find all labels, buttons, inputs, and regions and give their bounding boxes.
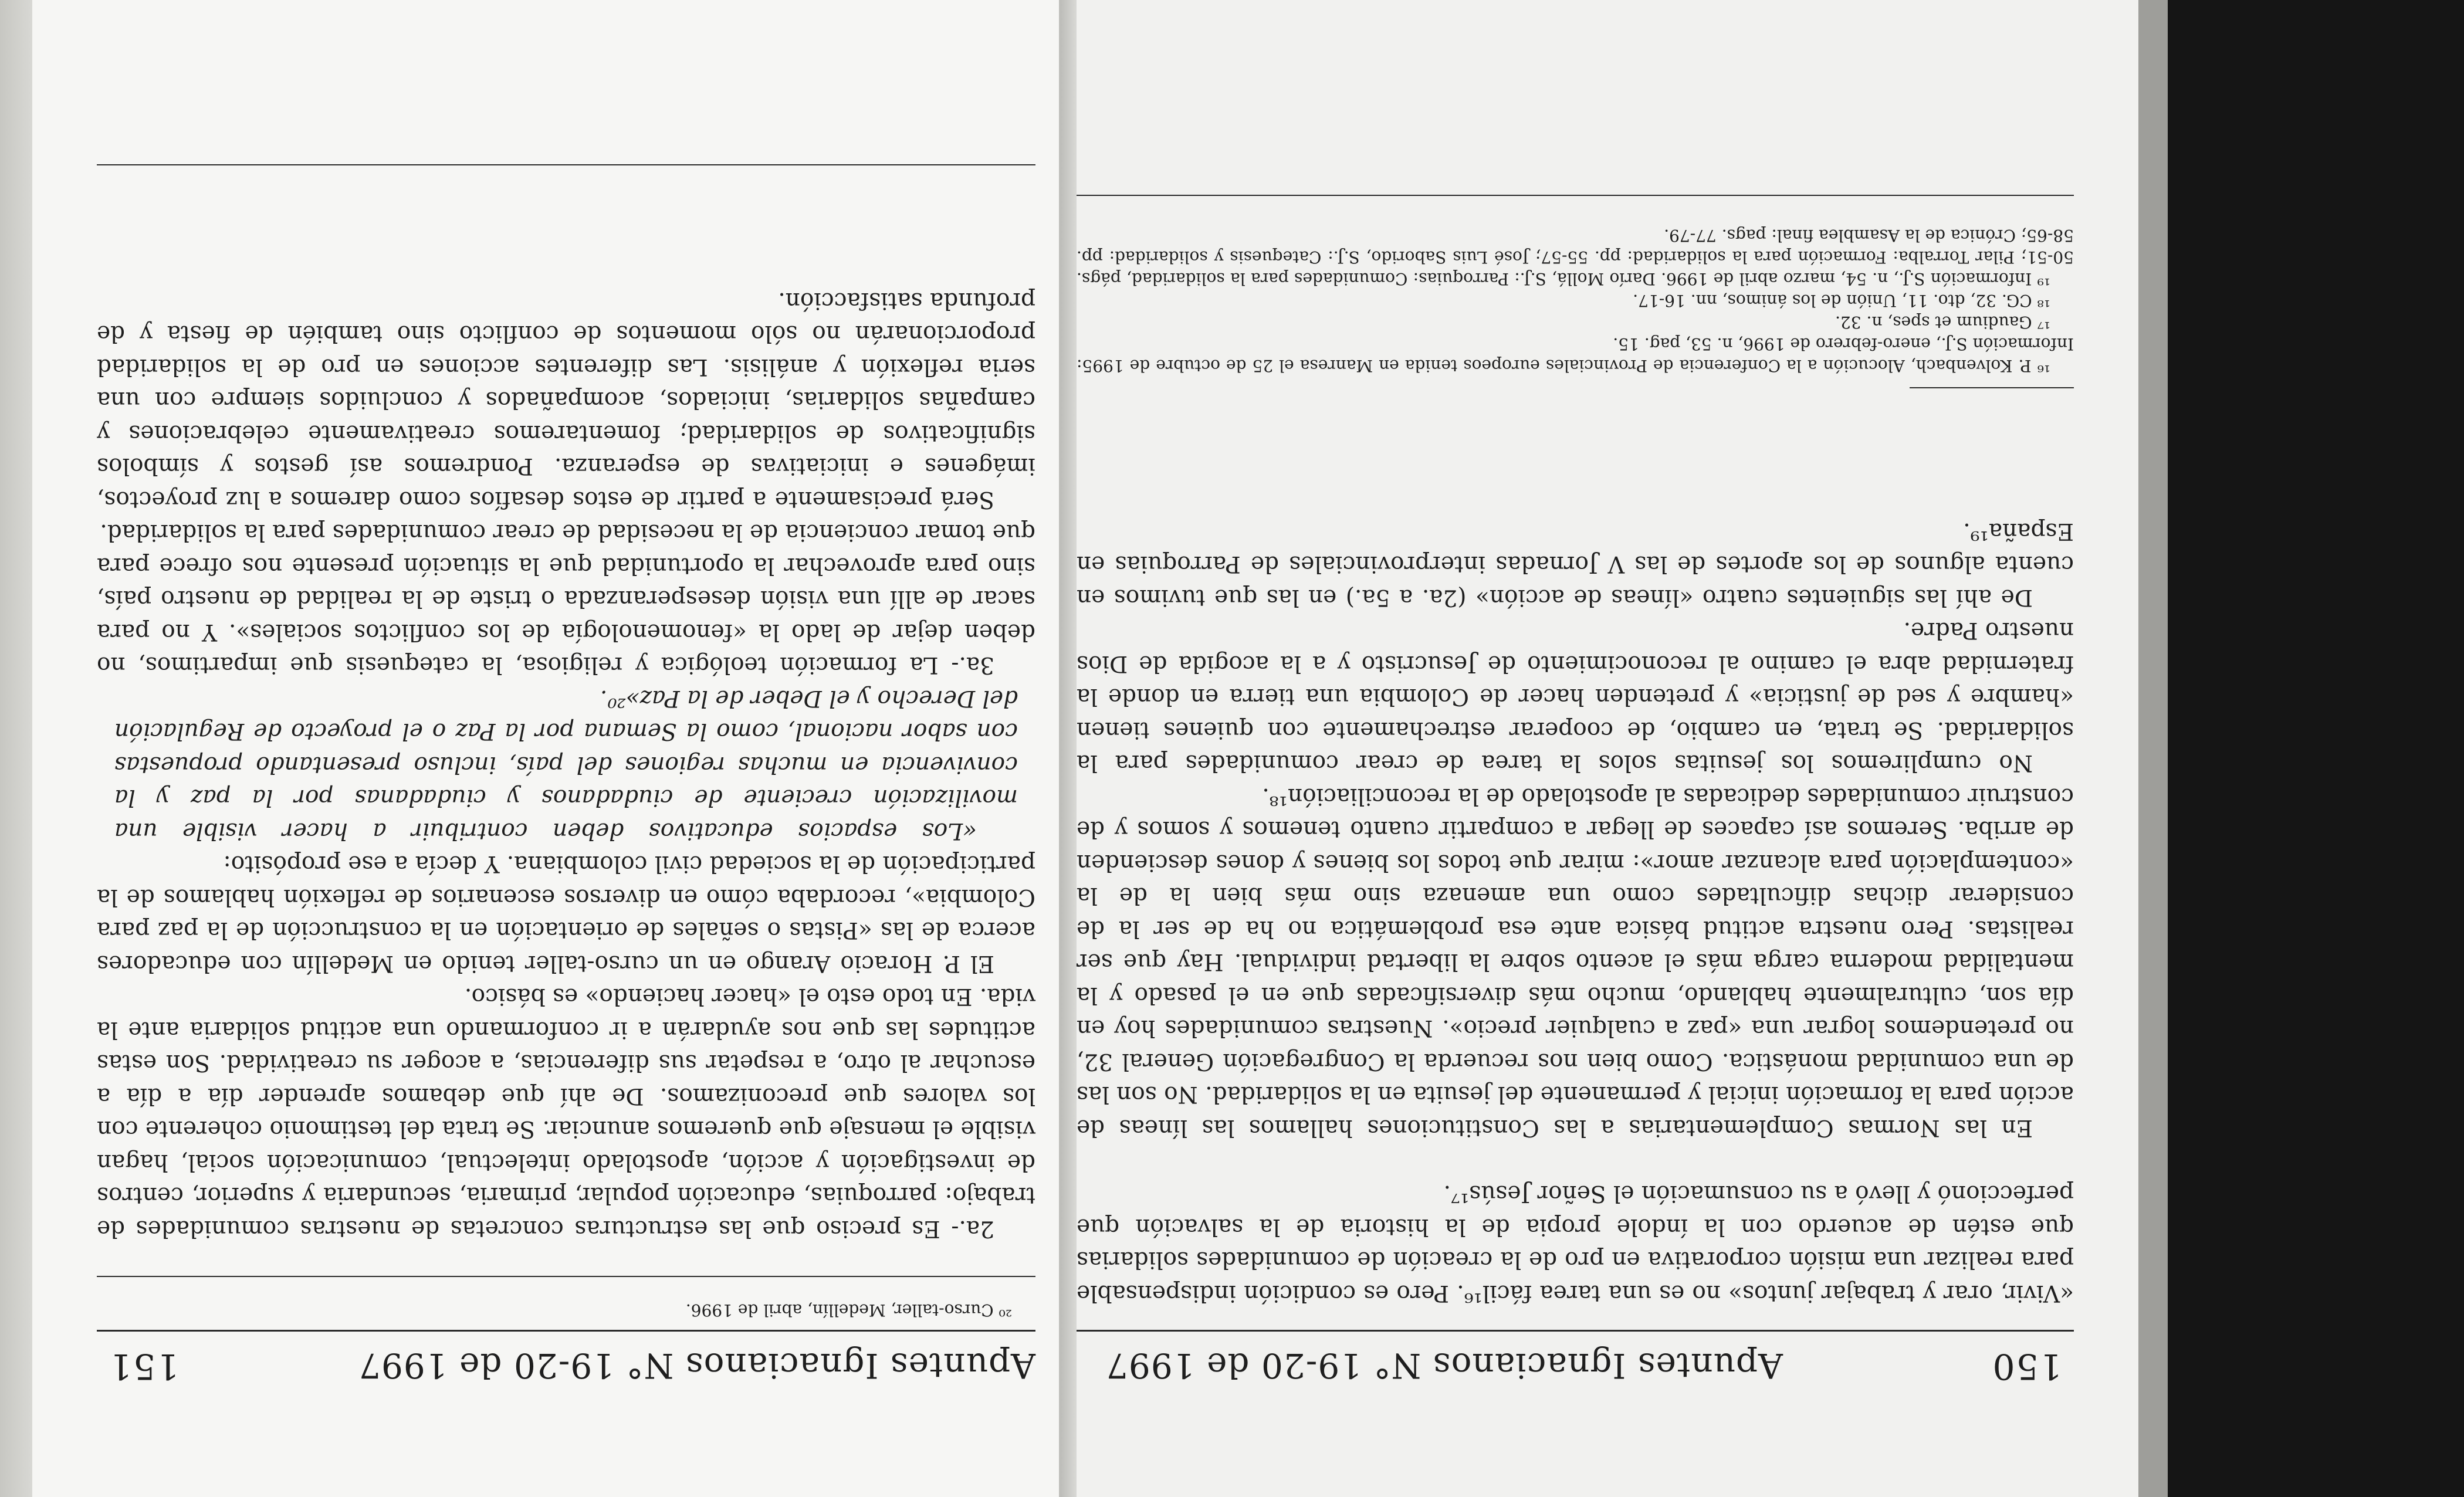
- footnote-rule: [1910, 387, 2074, 388]
- footnotes: [97, 1299, 1035, 1321]
- page-edge-right: [0, 0, 32, 1497]
- paragraph: 2a.- Es preciso que las estructuras concretas de nuestras comunidades de trabajo: parroquias, educación popular, primaria, secundaria y superior, centros de investigación y acción, apostolado intelectual, comunicación social, hagan visible el mensaje que queremos anunciar. Se trata del testimonio coherente con los valores que preconizamos. De ahí que debamos aprender día a día a escuchar al otro, a respetar sus diferencias, a acoger su creatividad. Son estas actitudes las que nos ayudarán a ir conformando una actitud solidaria ante la vida. En todo esto el «hacer haciendo» es básico.: [97, 983, 1035, 1242]
- quotation: «Los espacios educativos deben contribuir a hacer visible una movilización creciente de ciudadanos y ciudadanas por la paz y la convivencia en muchas regiones del país, incluso presentando propuestas con sabor nacional, como la Semana por la Paz o el proyecto de Regulación del Derecho y el Deber de la Paz»²⁰.: [114, 685, 1018, 844]
- paragraph: De ahí las siguientes cuatro «líneas de acción» (2a. a 5a.) en las que tuvimos en cuenta algunos de los aportes de las V Jornadas interprovinciales de Parroquias en España¹⁹.: [1077, 518, 2074, 611]
- paragraph: Será precisamente a partir de estos desafíos como daremos a luz proyectos, imágenes e iniciativas de esperanza. Pondremos así gestos y símbolos significativos de solidaridad; fomentaremos creativamente celebraciones y campañas solidarias, iniciados, acompañados y concluidos siempre con una seria reflexión y análisis. Las diferentes acciones en pro de la solidaridad proporcionarán no sólo momentos de conflicto sino también de fiesta y de profunda satisfacción.: [97, 287, 1035, 513]
- page-header: [1059, 1333, 2138, 1397]
- bottom-rule: [1077, 195, 2074, 196]
- paragraph: El P. Horacio Arango en un curso-taller tenido en Medellín con educadores acerca de las «Pistas o señales de orientación en la construcción de la paz para Colombia», recordaba cómo en diversos escenarios de reflexión hablamos de la participación de la sociedad civil colombiana. Y decía a ese propósito:: [97, 851, 1035, 977]
- running-head: Apuntes Ignacianos N° 19-20 de 1997: [1106, 1346, 1783, 1386]
- page-150: [1059, 0, 2138, 1497]
- footnote: ¹⁹ Información S.J., n. 54, marzo abril de 1996. Darío Mollá, S.J.: Parroquias: Comunidades para la solidaridad, págs. 50-51; Pilar Torralba: Formación para la solidaridad: pp. 55-57; José Luis Saborido, S.J.: Catequesis y solidaridad: pp. 58-65; Crónica de la Asamblea final: pags. 77-79.: [1077, 226, 2074, 289]
- header-rule: [97, 1330, 1035, 1332]
- footnote: ¹⁶ P. Kolvenbach, Alocución a la Conferencia de Provinciales europeos tenida en Manresa el 25 de octubre de 1995: Información S.J., enero-febrero de 1996, n. 53, pag. 15.: [1077, 334, 2074, 375]
- page-edge-left: [2138, 0, 2168, 1497]
- left-page-body: [1077, 514, 2074, 1310]
- footnote: ²⁰ Curso-taller, Medellín, abril de 1996.: [685, 1300, 1012, 1320]
- page-151: [32, 0, 1059, 1497]
- footnotes: [1077, 225, 2074, 377]
- continuation-paragraph: «Vivir, orar y trabajar juntos» no es una tarea fácil¹⁶. Pero es condición indispensable para realizar una misión corporativa en pro de la creación de comunidades solidarias que estén de acuerdo con la índole propia de la historia de la salvación que perfeccionó y llevó a su consumación el Señor Jesús¹⁷.: [1077, 1180, 2074, 1306]
- header-rule: [1077, 1330, 2074, 1332]
- bottom-rule: [97, 164, 1035, 165]
- paragraph: No cumpliremos los jesuitas solos la tarea de crear comunidades para la solidaridad. Se trata, en cambio, de cooperar estrechamente con quienes tienen «hambre y sed de justicia» y pretenden hacer de Colombia una tierra en donde la fraternidad abra el camino al reconocimiento de Jesucristo y a la acogida de Dios nuestro Padre.: [1077, 617, 2074, 777]
- paragraph: En las Normas Complementarias a las Constituciones hallamos las líneas de acción para la formación inicial y permanente del jesuita en la solidaridad. No son las de una comunidad monástica. Como bien nos recuerda la Congregación General 32, no pretendemos lograr una «paz a cualquier precio». Nuestras comunidades hoy en día son, culturalmente hablando, mucho más diversificadas que en el pasado y la mentalidad moderna carga más el acento sobre la libertad individual. Hay que ser realistas. Pero nuestra actitud básica ante esa problemática no ha de ser la de considerar dichas dificultades como una amenaza sino más bien la de la «contemplación para alcanzar amor»: mirar que todos los bienes y dones descienden de arriba. Seremos así capaces de llegar a compartir cuanto tenemos y somos y de construir comunidades dedicadas al apostolado de la reconciliación¹⁸.: [1077, 783, 2074, 1141]
- paragraph: 3a.- La formación teológica y religiosa, la catequesis que impartimos, no deben dejar de lado la «fenomenología de los conflictos sociales». Y no para sacar de allí una visión desesperanzada o triste de la realidad de nuestro país, sino para aprovechar la oportunidad que la situación presente nos ofrece para que tomar conciencia de la necesidad de crear comunidades para la solidaridad.: [97, 519, 1035, 679]
- footnote-rule: [97, 1276, 1035, 1277]
- running-head: Apuntes Ignacianos N° 19-20 de 1997: [358, 1346, 1035, 1386]
- page-header: [32, 1333, 1059, 1397]
- footnote: ¹⁸ CG. 32, dto. 11, Unión de los ánimos, nn. 16-17.: [1633, 291, 2050, 310]
- right-page-body: [97, 284, 1035, 1245]
- page-number: 151: [109, 1346, 180, 1387]
- page-number: 150: [1991, 1346, 2062, 1387]
- footnote: ¹⁷ Gaudium et spes, n. 32.: [1835, 313, 2050, 332]
